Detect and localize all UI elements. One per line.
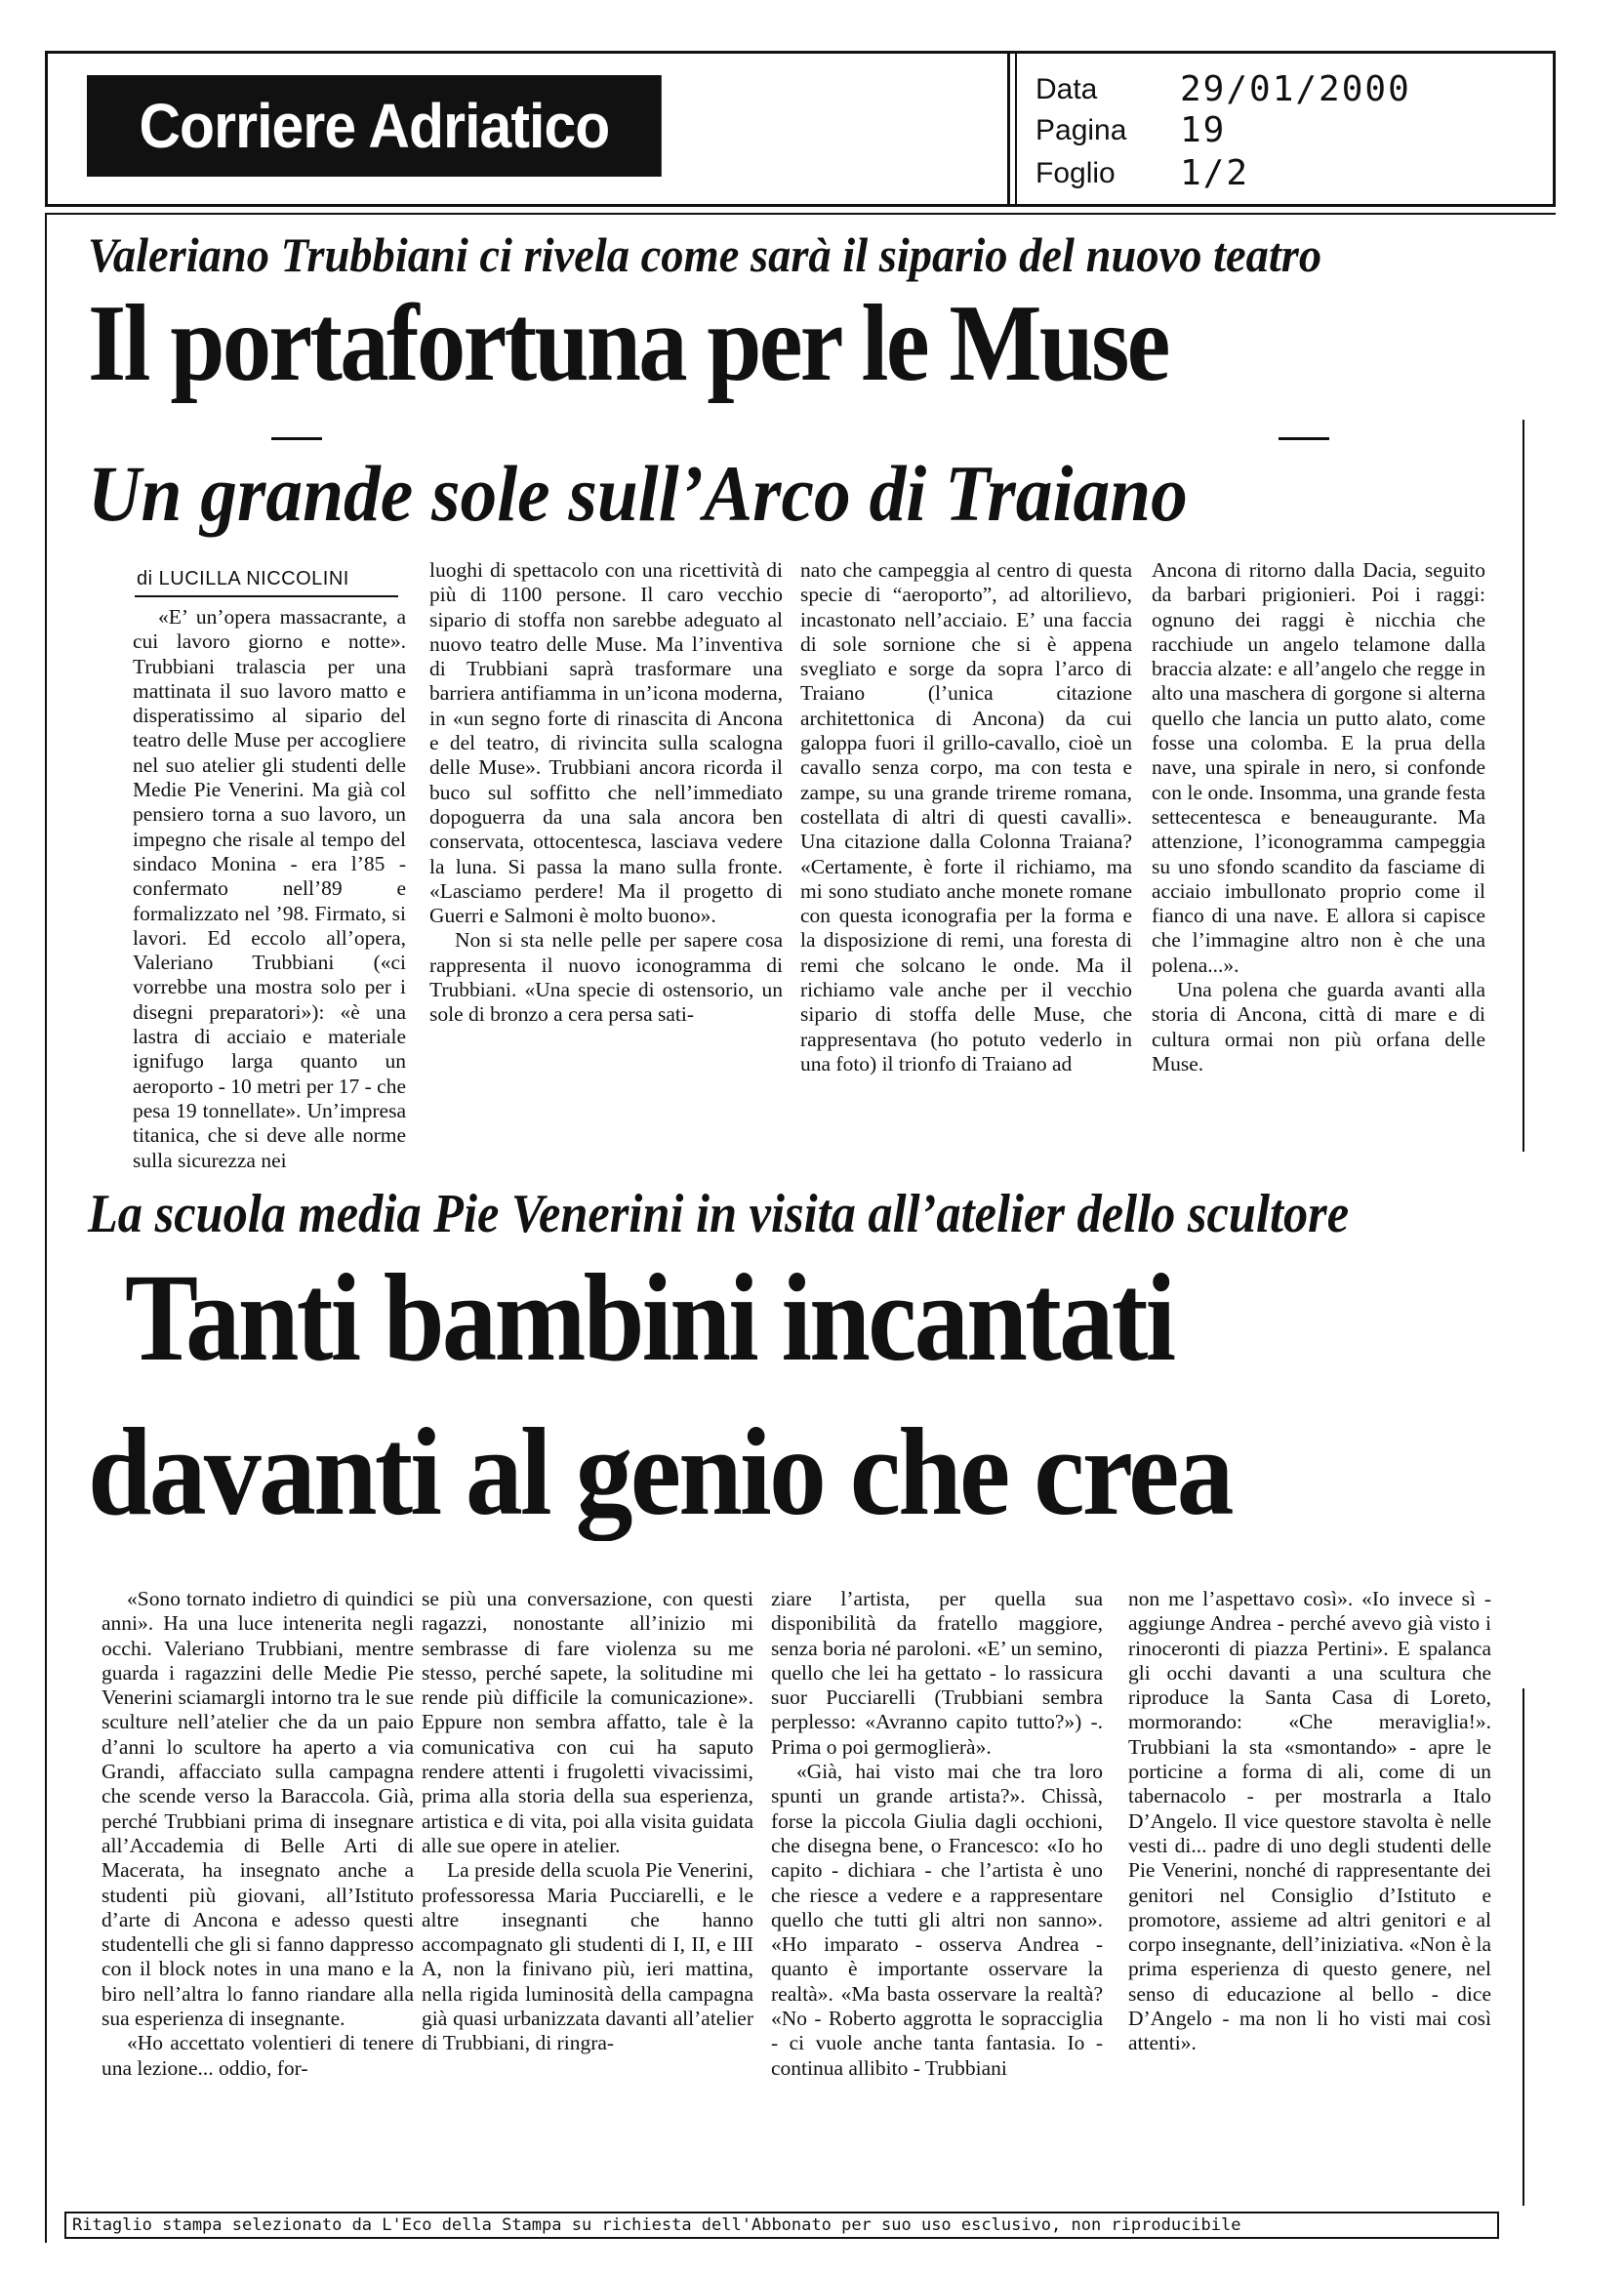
header-divider <box>1007 54 1010 204</box>
article2-column-1 <box>102 1587 414 2081</box>
article1-headline: Il portafortuna per le Muse <box>88 283 1168 404</box>
sheet-value: 1/2 <box>1180 153 1250 193</box>
paragraph: nato che campeggia al centro di questa specie di “aeroporto”, ad altorilievo, incastonato nell’acciaio. E’ una faccia di sole sornione che si è appena svegliato e sorge da sopra l’arco di Traiano (l’unica citazione architettonica di Ancona) da cui galoppa fuori il grillo-cavallo, cioè un cavallo senza corpo, ma con testa e zampe, su una grande trireme romana, costellata di altri di questi cavalli». Una citazione dalla Colonna Traiana? «Certamente, è forte il richiamo, ma mi sono studiato anche monete romane con questa iconografia per la forma e la disposizione di remi, una foresta di remi che solcano le onde. Ma il richiamo vale anche per il vecchio sipario di stoffa delle Muse, che rappresentava (ho potuto vederlo in una foto) il trionfo di Traiano ad <box>800 558 1132 1076</box>
paragraph: luoghi di spettacolo con una ricettività di più di 1100 persone. Il caro vecchio sipario di stoffa non sarebbe adeguato al nuovo teatro delle Muse. Ma l’inventiva di Trubbiani saprà trasformare una barriera antifiamma in un’icona moderna, in «un segno forte di rinascita di Ancona e del teatro, di rivincita sulla scalogna delle Muse». Trubbiani ancora ricorda il buco sul soffitto che nell’immediato dopoguerra da una sala ancora ben conservata, ottocentesca, lasciava vedere la luna. Si passa la mano sulla fronte. «Lasciamo perdere! Ma il progetto di Guerri e Salmoni è molto buono». <box>429 558 783 928</box>
article2-column-3 <box>771 1587 1103 2081</box>
headline-dash <box>1279 437 1329 440</box>
paragraph: La preside della scuola Pie Venerini, professoressa Maria Pucciarelli, e le altre insegnanti che hanno accompagnato gli studenti di I, II, e III A, non la finivano più, ieri mattina, nella rigida luminosità della campagna già quasi urbanizzata davanti all’atelier di Trubbiani, di ringra- <box>422 1858 753 2055</box>
paragraph: «E’ un’opera massacrante, a cui lavoro giorno e notte». Trubbiani tralascia per una mattinata il suo lavoro matto e disperatissimo al sipario del teatro delle Muse per accogliere nel suo atelier gli studenti delle Medie Pie Venerini. Ma già col pensiero torna a suo lavoro, un impegno che risale al tempo del sindaco Monina - era l’85 - confermato nell’89 e formalizzato nel ’98. Firmato, si lavori. Ed eccolo all’opera, Valeriano Trubbiani («ci vorrebbe una mostra solo per i disegni preparatori»): «è una lastra di acciaio e materiale ignifugo larga quanto un aeroporto - 10 metri per 17 - che pesa 19 tonnellate». Un’impresa titanica, che si deve alle norme sulla sicurezza nei <box>133 605 406 1172</box>
byline-rule <box>135 595 398 597</box>
byline: di LUCILLA NICCOLINI <box>137 568 349 589</box>
paragraph: «Già, hai visto mai che tra loro spunti un grande artista?». Chissà, forse la piccola Giulia dagli occhioni, che disegna bene, o Francesco: «Io ho capito - dichiara - che l’artista è uno che riesce a vedere e a rappresentare quello che tutti gli altri non sanno». «Ho imparato - osserva Andrea - quanto è importante osservare la realtà». «Ma basta osservare la realtà? «No - Roberto aggrotta le sopracciglia - ci vuole anche tanta fantasia. Io - continua allibito - Trubbiani <box>771 1760 1103 2080</box>
article2-headline-line2: davanti al genio che crea <box>88 1402 1232 1541</box>
headline-dash <box>271 437 322 440</box>
frame-right-rule <box>1522 1688 1524 2206</box>
date-value: 29/01/2000 <box>1180 69 1411 109</box>
article2-kicker: La scuola media Pie Venerini in visita all’atelier dello scultore <box>88 1184 1350 1244</box>
page-label: Pagina <box>1035 114 1127 146</box>
article1-column-3 <box>800 558 1132 1076</box>
paragraph: Non si sta nelle pelle per sapere cosa rappresenta il nuovo iconogramma di Trubbiani. «Una specie di ostensorio, un sole di bronzo a cera persa sati- <box>429 928 783 1027</box>
article1-column-4 <box>1152 558 1485 1076</box>
article2-column-2 <box>422 1587 753 2056</box>
frame-right-rule <box>1522 420 1524 1152</box>
header-divider <box>1015 54 1017 204</box>
date-label: Data <box>1035 73 1098 105</box>
page-value: 19 <box>1180 110 1227 150</box>
article1-subhead: Un grande sole sull’Arco di Traiano <box>88 449 1188 538</box>
article1-kicker: Valeriano Trubbiani ci rivela come sarà il sipario del nuovo teatro <box>88 227 1322 282</box>
frame-left-rule <box>45 213 47 2243</box>
article2-headline-line1: Tanti bambini incantati <box>125 1248 1174 1387</box>
paragraph: «Ho accettato volentieri di tenere una lezione... oddio, for- <box>102 2031 414 2080</box>
article1-column-2 <box>429 558 783 1028</box>
article2-column-4 <box>1128 1587 1491 2056</box>
paragraph: se più una conversazione, con questi ragazzi, nonostante all’inizio mi sembrasse di fare violenza su me stesso, perché sapete, la solitudine mi rende più difficile la comunicazione». Eppure non sembra affatto, tale è la comunicativa con cui ha saputo rendere attenti i frugoletti vivacissimi, prima alla storia della sua esperienza, artistica e di vita, poi alla visita guidata alle sue opere in atelier. <box>422 1587 753 1857</box>
newspaper-masthead: Corriere Adriatico <box>87 75 662 177</box>
clipping-disclaimer: Ritaglio stampa selezionato da L'Eco della Stampa su richiesta dell'Abbonato per suo uso esclusivo, non riproducibile <box>64 2212 1499 2239</box>
article1-column-1 <box>133 605 406 1173</box>
paragraph: Ancona di ritorno dalla Dacia, seguito da barbari prigionieri. Poi i raggi: ognuno dei raggi è nicchia che racchiude un angelo telamone dalla braccia alzate: e all’angelo che regge in alto una maschera di gorgone si alterna quello che lancia un putto alato, come fosse una colomba. E la prua della nave, una spirale in nero, si confonde con le onde. Insomma, una grande festa settecentesca e beneaugurante. Ma attenzione, l’iconogramma campeggia su uno sfondo scandito da fasciame di acciaio imbullonato proprio come il fianco di una nave. E allora si capisce che l’immagine altro non è che una polena...». <box>1152 558 1485 977</box>
paragraph: «Sono tornato indietro di quindici anni». Ha una luce intenerita negli occhi. Valeriano Trubbiani, mentre guarda i ragazzini delle Medie Pie Venerini sciamargli intorno tra le sue sculture nell’atelier che da un paio d’anni lo scultore ha aperto a via Grandi, affacciato sulla campagna che scende verso la Baraccola. Già, perché Trubbiani prima di insegnare all’Accademia di Belle Arti di Macerata, ha insegnato anche a studenti più giovani, all’Istituto d’arte di Ancona e adesso questi studentelli che gli si fanno dappresso con il block notes in una mano e la biro nell’altra lo fanno riandare alla sua esperienza di insegnante. <box>102 1587 414 2031</box>
clipping-header <box>45 51 1556 207</box>
frame-top-rule <box>45 213 1556 215</box>
sheet-label: Foglio <box>1035 157 1116 189</box>
paragraph: ziare l’artista, per quella sua disponibilità da fratello maggiore, senza boria né paroloni. «E’ un semino, quello che lei ha gettato - lo rassicura suor Pucciarelli (Trubbiani sembra perplesso: «Avranno capito tutto?») -. Prima o poi germoglierà». <box>771 1587 1103 1759</box>
paragraph: Una polena che guarda avanti alla storia di Ancona, città di mare e di cultura ormai non più orfana delle Muse. <box>1152 978 1485 1076</box>
paragraph: non me l’aspettavo così». «Io invece sì - aggiunge Andrea - perché avevo già visto i rinoceronti di piazza Pertini». E spalanca gli occhi davanti a una scultura che riproduce la Santa Casa di Loreto, mormorando: «Che meraviglia!». Trubbiani la sta «smontando» - apre le porticine a forma di ali, come di un tabernacolo - per mostrarla a Italo D’Angelo. Il vice questore stavolta è nelle vesti di... padre di uno degli studenti delle Pie Venerini, nonché di rappresentante dei genitori nel Consiglio d’Istituto e promotore, assieme ad altri genitori e al corpo insegnante, dell’iniziativa. «Non è la prima esperienza di questo genere, nel senso di educazione al bello - dice D’Angelo - ma non li ho visti mai così attenti». <box>1128 1587 1491 2055</box>
